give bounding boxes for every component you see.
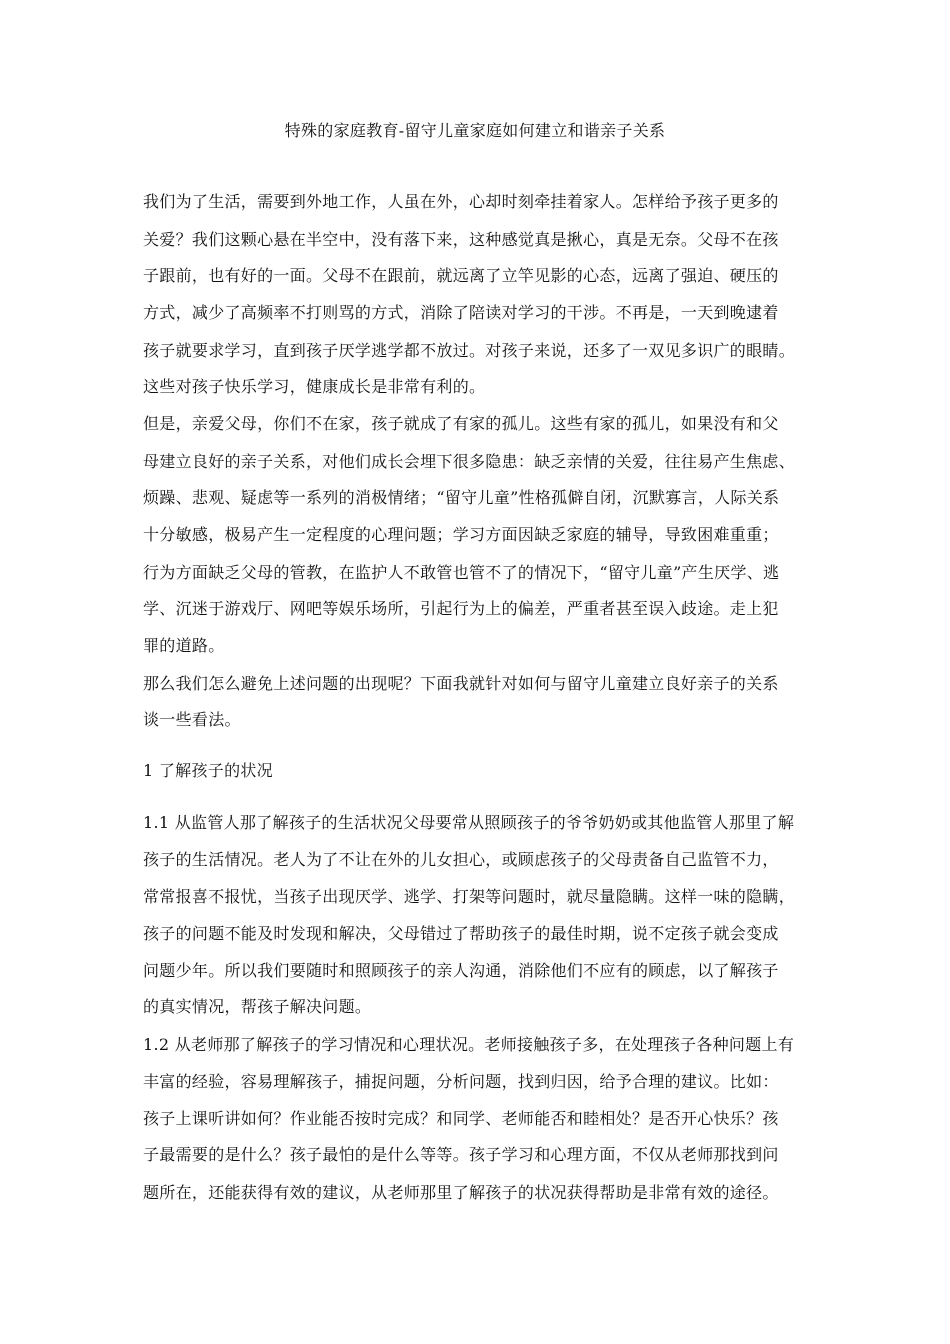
paragraph-line: 1.2 从老师那了解孩子的学习情况和心理状况。老师接触孩子多，在处理孩子各种问题上有 bbox=[143, 1035, 795, 1054]
document-title: 特殊的家庭教育-留守儿童家庭如何建立和谐亲子关系 bbox=[284, 121, 666, 140]
paragraph-line: 我们为了生活，需要到外地工作，人虽在外，心却时刻牵挂着家人。怎样给予孩子更多的 bbox=[143, 192, 779, 211]
paragraph-line: 的真实情况，帮孩子解决问题。 bbox=[143, 997, 372, 1016]
paragraph-line: 孩子的生活情况。老人为了不让在外的儿女担心，或顾虑孩子的父母责备自己监管不力， bbox=[143, 850, 779, 869]
paragraph-line: 方式，减少了高频率不打则骂的方式，消除了陪读对学习的干涉。不再是，一天到晚逮着 bbox=[143, 303, 779, 322]
paragraph-line: 十分敏感，极易产生一定程度的心理问题；学习方面因缺乏家庭的辅导，导致困难重重； bbox=[143, 525, 779, 544]
paragraph-line: 1.1 从监管人那了解孩子的生活状况父母要常从照顾孩子的爷爷奶奶或其他监管人那里了解 bbox=[143, 813, 795, 832]
paragraph-line: 但是，亲爱父母，你们不在家，孩子就成了有家的孤儿。这些有家的孤儿，如果没有和父 bbox=[143, 414, 779, 433]
paragraph-line: 孩子的问题不能及时发现和解决，父母错过了帮助孩子的最佳时期，说不定孩子就会变成 bbox=[143, 924, 779, 943]
paragraph-line: 行为方面缺乏父母的管教，在监护人不敢管也管不了的情况下，“留守儿童”产生厌学、逃 bbox=[143, 563, 780, 582]
paragraph-line: 子跟前，也有好的一面。父母不在跟前，就远离了立竿见影的心态，远离了强迫、硬压的 bbox=[143, 266, 779, 285]
paragraph-line: 这些对孩子快乐学习，健康成长是非常有利的。 bbox=[143, 377, 486, 396]
paragraph-line: 烦躁、悲观、疑虑等一系列的消极情绪；“留守儿童”性格孤僻自闭，沉默寡言，人际关系 bbox=[143, 488, 780, 507]
paragraph-line: 题所在，还能获得有效的建议，从老师那里了解孩子的状况获得帮助是非常有效的途径。 bbox=[143, 1183, 779, 1202]
paragraph-line: 问题少年。所以我们要随时和照顾孩子的亲人沟通，消除他们不应有的顾虑，以了解孩子 bbox=[143, 961, 779, 980]
section-heading: 1 了解孩子的状况 bbox=[143, 761, 273, 780]
paragraph-line: 罪的道路。 bbox=[143, 636, 225, 655]
paragraph-line: 学、沉迷于游戏厅、网吧等娱乐场所，引起行为上的偏差，严重者甚至误入歧途。走上犯 bbox=[143, 599, 779, 618]
paragraph-line: 孩子就要求学习，直到孩子厌学逃学都不放过。对孩子来说，还多了一双见多识广的眼睛。 bbox=[143, 341, 796, 360]
paragraph-line: 孩子上课听讲如何？作业能否按时完成？和同学、老师能否和睦相处？是否开心快乐？孩 bbox=[143, 1109, 779, 1128]
paragraph-line: 丰富的经验，容易理解孩子，捕捉问题，分析问题，找到归因，给予合理的建议。比如： bbox=[143, 1072, 779, 1091]
paragraph-line: 关爱？我们这颗心悬在半空中，没有落下来，这种感觉真是揪心，真是无奈。父母不在孩 bbox=[143, 230, 779, 249]
paragraph-line: 谈一些看法。 bbox=[143, 710, 241, 729]
paragraph-line: 常常报喜不报忧，当孩子出现厌学、逃学、打架等问题时，就尽量隐瞒。这样一味的隐瞒， bbox=[143, 887, 796, 906]
paragraph-line: 子最需要的是什么？孩子最怕的是什么等等。孩子学习和心理方面，不仅从老师那找到问 bbox=[143, 1145, 779, 1164]
paragraph-line: 母建立良好的亲子关系，对他们成长会埋下很多隐患：缺乏亲情的关爱，往往易产生焦虑、 bbox=[143, 452, 796, 471]
paragraph-line: 那么我们怎么避免上述问题的出现呢？下面我就针对如何与留守儿童建立良好亲子的关系 bbox=[143, 674, 779, 693]
